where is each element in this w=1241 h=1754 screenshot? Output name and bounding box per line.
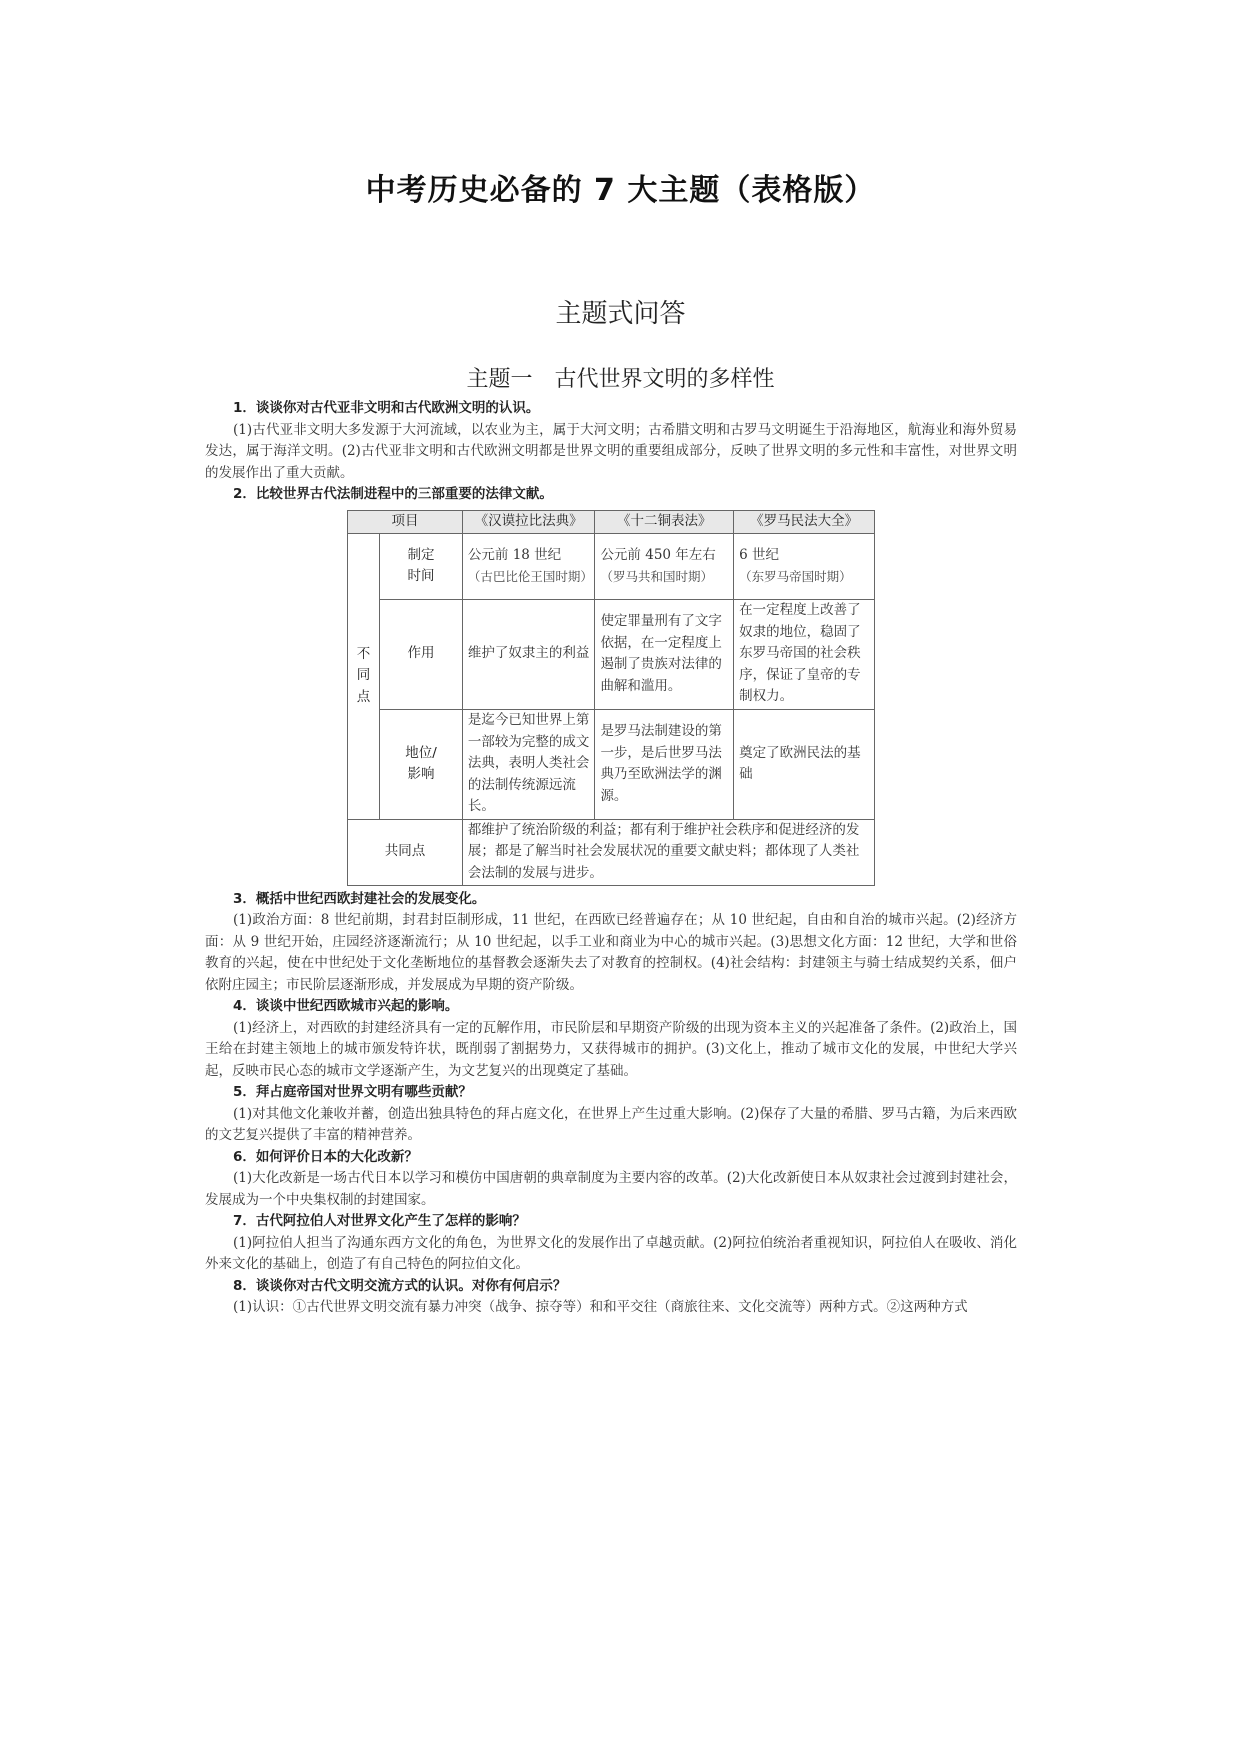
answer-3: (1)政治方面：8 世纪前期，封君封臣制形成，11 世纪，在西欧已经普遍存在；从 10 世纪起，自由和自治的城市兴起。(2)经济方面：从 9 世纪开始，庄园经济逐渐流行；从 10 世纪起，以手工业和商业为中心的城市兴起。(3)思想文化方面：12 世纪，大学和世俗教育的兴起，使在中世纪处于文化垄断地位的基督教会逐渐失去了对教育的控制权。(4)社会结构：封建领主与骑士结成契约关系，佃户依附庄园主；市民阶层逐渐形成，并发展成为早期的资产阶级。 — [205, 912, 1017, 993]
header-item: 项目 — [348, 510, 463, 533]
cell-function-corpus-juris: 在一定程度上改善了奴隶的地位，稳固了东罗马帝国的社会秩序，保证了皇帝的专制权力。 — [734, 599, 875, 709]
question-6: 6．如何评价日本的大化改新？ — [233, 1148, 418, 1165]
table-row-common — [348, 819, 875, 885]
row-label-status: 地位/ 影响 — [380, 709, 463, 819]
group-label-differences: 不 同 点 — [348, 533, 380, 819]
table-row-status — [348, 709, 875, 819]
header-corpus-juris: 《罗马民法大全》 — [734, 510, 875, 533]
row-label-time: 制定 时间 — [380, 533, 463, 599]
cell-status-corpus-juris: 奠定了欧洲民法的基础 — [734, 709, 875, 819]
answer-8: (1)认识：①古代世界文明交流有暴力冲突（战争、掠夺等）和和平交往（商旅往来、文化交流等）两种方式。②这两种方式 — [233, 1299, 968, 1315]
question-4: 4．谈谈中世纪西欧城市兴起的影响。 — [233, 998, 459, 1014]
cell-status-hammurabi: 是迄今已知世界上第一部较为完整的成文法典，表明人类社会的法制传统源远流长。 — [462, 709, 595, 819]
document-body — [205, 398, 1017, 1319]
answer-1: (1)古代亚非文明大多发源于大河流域，以农业为主，属于大河文明；古希腊文明和古罗马文明诞生于沿海地区，航海业和海外贸易发达，属于海洋文明。(2)古代亚非文明和古代欧洲文明都是世界文明的重要组成部分，反映了世界文明的多元性和丰富性，对世界文明的发展作出了重大贡献。 — [205, 421, 1017, 481]
answer-7: (1)阿拉伯人担当了沟通东西方文化的角色，为世界文化的发展作出了卓越贡献。(2)阿拉伯统治者重视知识，阿拉伯人在吸收、消化外来文化的基础上，创造了有自己特色的阿拉伯文化。 — [205, 1234, 1017, 1272]
theme-title: 主题一 古代世界文明的多样性 — [466, 367, 775, 392]
document-title: 中考历史必备的 7 大主题（表格版） — [365, 173, 876, 208]
question-5: 5．拜占庭帝国对世界文明有哪些贡献？ — [233, 1084, 472, 1100]
cell-function-twelve-tables: 使定罪量刑有了文字依据，在一定程度上遏制了贵族对法律的曲解和滥用。 — [595, 599, 734, 709]
cell-time-corpus-juris: 6 世纪 （东罗马帝国时期） — [734, 533, 875, 599]
question-3: 3．概括中世纪西欧封建社会的发展变化。 — [233, 890, 486, 907]
answer-4: (1)经济上，对西欧的封建经济具有一定的瓦解作用，市民阶层和早期资产阶级的出现为资本主义的兴起准备了条件。(2)政治上，国王给在封建主领地上的城市颁发特许状，既削弱了割据势力，又获得城市的拥护。(3)文化上，推动了城市文化的发展，中世纪大学兴起，反映市民心态的城市文学逐渐产生，为文艺复兴的出现奠定了基础。 — [205, 1019, 1017, 1079]
header-hammurabi: 《汉谟拉比法典》 — [462, 510, 595, 533]
answer-5: (1)对其他文化兼收并蓄，创造出独具特色的拜占庭文化，在世界上产生过重大影响。(2)保存了大量的希腊、罗马古籍，为后来西欧的文艺复兴提供了丰富的精神营养。 — [205, 1105, 1017, 1143]
section-title: 主题式问答 — [555, 299, 686, 329]
row-label-common: 共同点 — [348, 819, 463, 885]
answer-6: (1)大化改新是一场古代日本以学习和模仿中国唐朝的典章制度为主要内容的改革。(2)大化改新使日本从奴隶社会过渡到封建社会，发展成为一个中央集权制的封建国家。 — [205, 1170, 1017, 1208]
cell-common: 都维护了统治阶级的利益；都有利于维护社会秩序和促进经济的发展；都是了解当时社会发展状况的重要文献史料；都体现了人类社会法制的发展与进步。 — [462, 819, 874, 885]
law-comparison-table — [347, 510, 875, 886]
cell-function-hammurabi: 维护了奴隶主的利益 — [462, 599, 595, 709]
cell-status-twelve-tables: 是罗马法制建设的第一步，是后世罗马法典乃至欧洲法学的渊源。 — [595, 709, 734, 819]
table-header-row — [348, 510, 875, 533]
row-label-function: 作用 — [380, 599, 463, 709]
table-row-function — [348, 599, 875, 709]
question-7: 7．古代阿拉伯人对世界文化产生了怎样的影响？ — [233, 1213, 526, 1229]
table-row-time — [348, 533, 875, 599]
cell-time-hammurabi: 公元前 18 世纪 （古巴比伦王国时期） — [462, 533, 595, 599]
question-2: 2．比较世界古代法制进程中的三部重要的法律文献。 — [233, 486, 553, 502]
cell-time-twelve-tables: 公元前 450 年左右 （罗马共和国时期） — [595, 533, 734, 599]
question-1: 1．谈谈你对古代亚非文明和古代欧洲文明的认识。 — [233, 400, 540, 416]
header-twelve-tables: 《十二铜表法》 — [595, 510, 734, 533]
question-8: 8．谈谈你对古代文明交流方式的认识。对你有何启示？ — [233, 1277, 567, 1294]
